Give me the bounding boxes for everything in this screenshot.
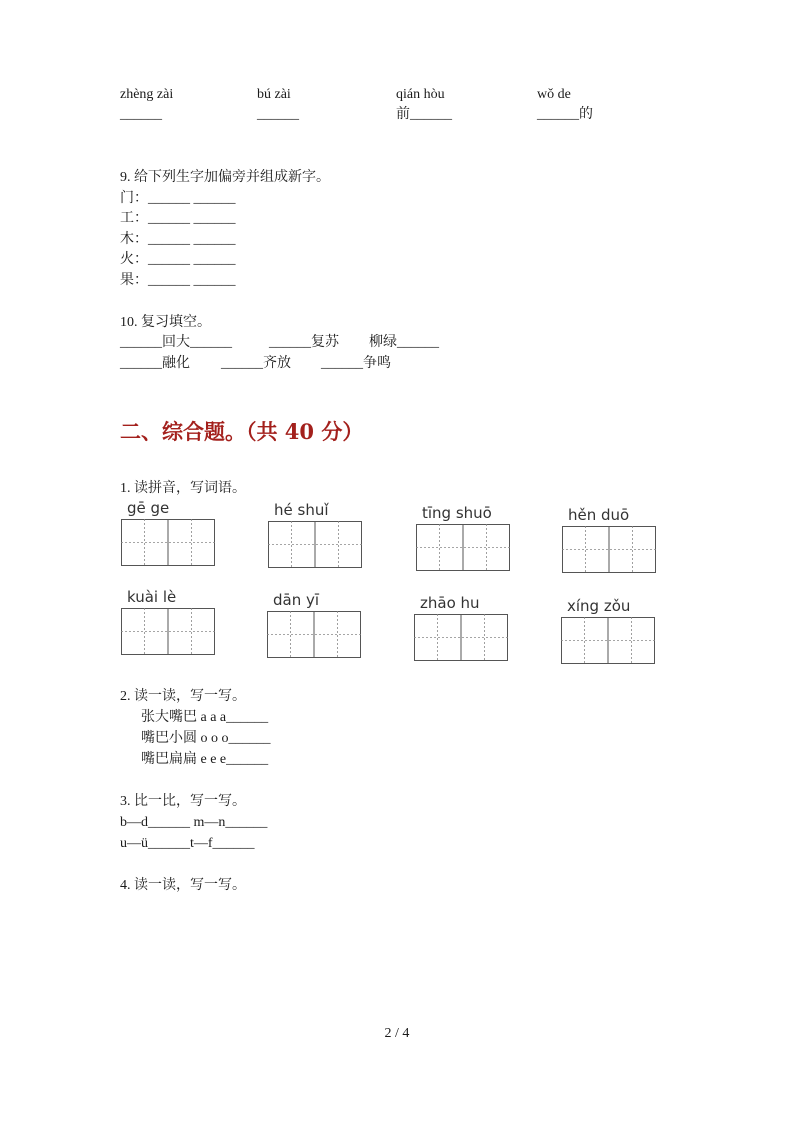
section-2-heading: 二、综合题。（共 40 分）	[120, 419, 364, 444]
tianzige-grid	[416, 524, 510, 571]
tianzige-grid	[268, 521, 362, 568]
q10-line2-a[interactable]: ______融化	[120, 356, 190, 371]
s2q3-line-1[interactable]: b—d______ m—n______	[120, 815, 268, 830]
s2q1-title: 1. 读拼音，写词语。	[120, 481, 246, 496]
word-pinyin: tīng shuō	[422, 504, 492, 522]
q10-line1-a[interactable]: ______回大______	[120, 335, 232, 350]
s2q2-line-3[interactable]: 嘴巴扁扁 e e e______	[141, 752, 269, 767]
pinyin-2: bú zài	[257, 87, 291, 102]
word-pinyin: kuài lè	[127, 588, 177, 606]
q9-line-1[interactable]: 门：______ ______	[120, 191, 236, 206]
tianzige-grid	[121, 608, 215, 655]
tianzige-grid	[562, 526, 656, 573]
word-pinyin: dān yī	[273, 591, 320, 609]
word-pinyin: hěn duō	[568, 506, 630, 524]
q10-line1-b[interactable]: ______复苏	[269, 335, 339, 350]
answer-blank-3[interactable]: 前______	[396, 107, 452, 122]
answer-blank-1[interactable]: ______	[120, 107, 162, 122]
s2q2-line-1[interactable]: 张大嘴巴 a a a______	[141, 710, 269, 725]
s2q2-line-2[interactable]: 嘴巴小圆 o o o______	[141, 731, 271, 746]
pinyin-3: qián hòu	[396, 87, 445, 102]
tianzige-grid	[121, 519, 215, 566]
q9-line-5[interactable]: 果：______ ______	[120, 273, 236, 288]
answer-blank-4[interactable]: ______的	[537, 107, 593, 122]
word-pinyin: gē ge	[127, 499, 170, 517]
s2q4-title: 4. 读一读，写一写。	[120, 878, 246, 893]
s2q3-title: 3. 比一比，写一写。	[120, 794, 246, 809]
word-pinyin: hé shuǐ	[274, 501, 329, 519]
s2q2-title: 2. 读一读，写一写。	[120, 689, 246, 704]
q9-line-3[interactable]: 木：______ ______	[120, 232, 236, 247]
q10-line2-c[interactable]: ______争鸣	[321, 356, 391, 371]
tianzige-grid	[561, 617, 655, 664]
q9-title: 9. 给下列生字加偏旁并组成新字。	[120, 170, 330, 185]
page-number: 2 / 4	[384, 1026, 410, 1041]
tianzige-grid	[267, 611, 361, 658]
word-pinyin: zhāo hu	[420, 594, 480, 612]
q9-line-2[interactable]: 工：______ ______	[120, 211, 236, 226]
pinyin-4: wǒ de	[537, 87, 571, 102]
tianzige-grid	[414, 614, 508, 661]
q9-line-4[interactable]: 火：______ ______	[120, 252, 236, 267]
word-pinyin: xíng zǒu	[567, 597, 631, 615]
q10-line2-b[interactable]: ______齐放	[221, 356, 291, 371]
answer-blank-2[interactable]: ______	[257, 107, 299, 122]
q10-line1-c[interactable]: 柳绿______	[369, 335, 439, 350]
pinyin-1: zhèng zài	[120, 87, 174, 102]
s2q3-line-2[interactable]: u—ü______t—f______	[120, 836, 255, 851]
q10-title: 10. 复习填空。	[120, 315, 211, 330]
